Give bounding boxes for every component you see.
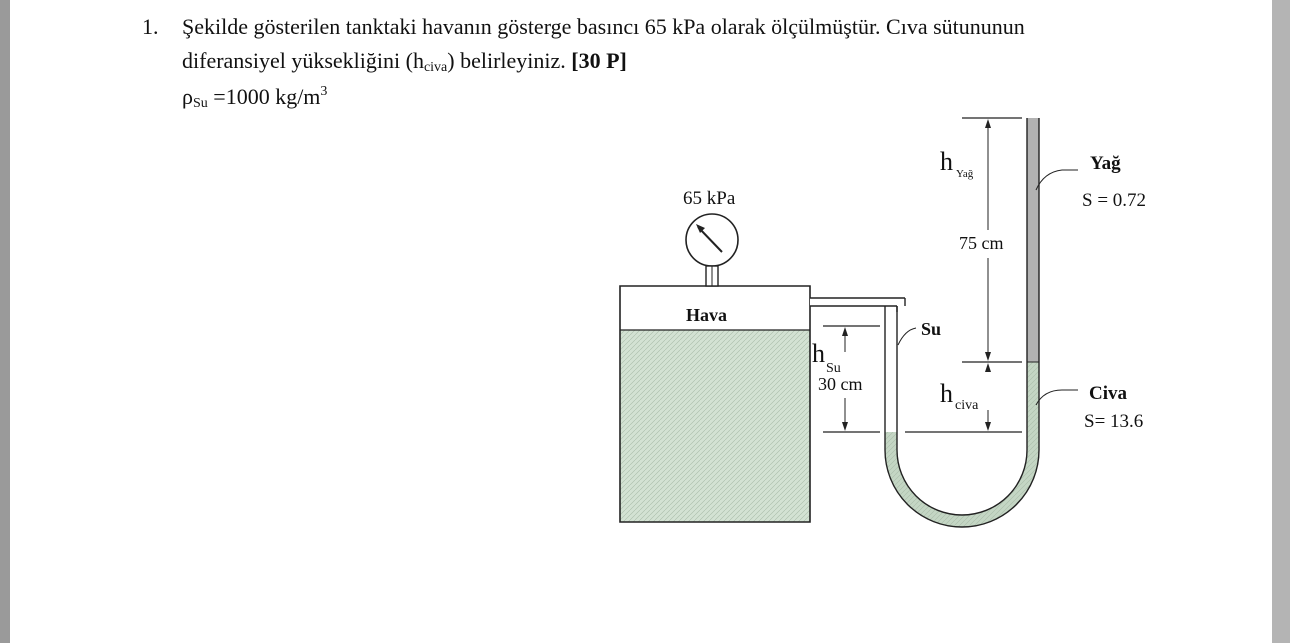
gauge-pressure-label: 65 kPa [683, 188, 736, 209]
h-civa-symbol: h [940, 379, 953, 408]
oil-column [1027, 118, 1039, 362]
h-su-arrow-bottom [842, 422, 848, 431]
rho-subscript: Su [192, 96, 208, 111]
h-yag-arrow-bottom [985, 352, 991, 361]
rho-symbol: ρ [182, 84, 193, 109]
h-yag-value: 75 cm [959, 233, 1004, 253]
u-tube-mercury-hatch [885, 362, 1039, 527]
h-su-subscript: Su [826, 361, 841, 376]
rho-value: =1000 kg/m [207, 84, 321, 109]
h-civa-arrow-top [985, 363, 991, 372]
oil-name-label: Yağ [1090, 153, 1121, 174]
oil-leader-line [1036, 170, 1078, 190]
h-civa-subscript: civa [955, 398, 979, 413]
su-leader-line [898, 328, 916, 345]
h-yag-subscript: Yağ [956, 168, 974, 180]
question-subscript-civa: civa [423, 60, 448, 75]
tank-air-label: Hava [686, 305, 728, 325]
h-yag-arrow-top [985, 119, 991, 128]
h-su-symbol: h [812, 339, 825, 368]
question-number: 1. [142, 14, 159, 39]
h-su-arrow-top [842, 327, 848, 336]
mercury-specific-gravity: S= 13.6 [1084, 411, 1144, 432]
mercury-leader-line [1036, 390, 1078, 405]
h-civa-arrow-bottom [985, 422, 991, 431]
question-line-2-suffix: ) belirleyiniz. [447, 48, 566, 73]
question-line-1: Şekilde gösterilen tanktaki havanın gösterge basıncı 65 kPa olarak ölçülmüştür. Cıva sütununun [182, 14, 1025, 39]
h-su-value: 30 cm [818, 374, 863, 394]
pressure-gauge-dial [686, 214, 738, 266]
u-tube-outer-wall [897, 298, 905, 312]
mercury-name-label: Civa [1089, 383, 1127, 404]
tank-water-hatch [620, 330, 810, 522]
rho-exponent: 3 [320, 84, 328, 99]
h-yag-symbol: h [940, 147, 953, 176]
oil-specific-gravity: S = 0.72 [1082, 190, 1147, 211]
su-label: Su [921, 319, 942, 339]
connecting-duct [810, 298, 898, 306]
question-points: [30 P] [571, 48, 627, 73]
question-line-2-prefix: diferansiyel yüksekliğini (h [182, 48, 424, 73]
